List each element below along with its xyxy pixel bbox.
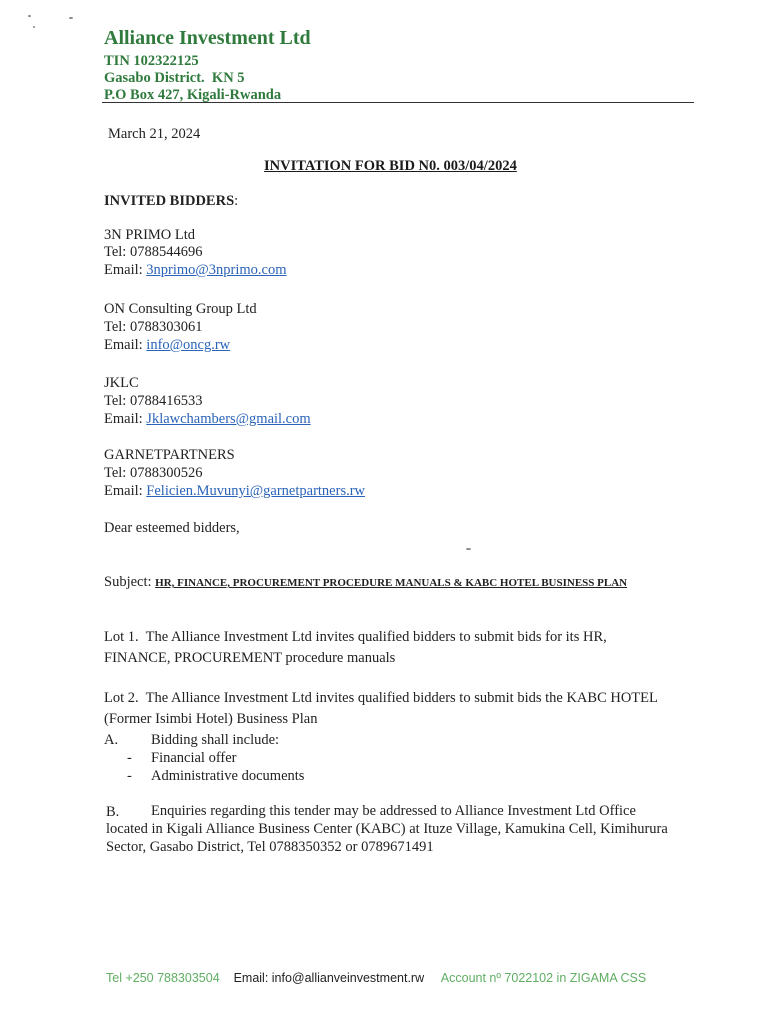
bidder-email-label: Email: (104, 262, 147, 278)
bidder-name: ON Consulting Group Ltd (104, 301, 257, 317)
bidder-email-label: Email: (104, 411, 147, 427)
bidder-tel: Tel: 0788303061 (104, 319, 203, 335)
company-district: Gasabo District. KN 5 (104, 70, 245, 86)
bidder-email-link[interactable]: info@oncg.rw (146, 337, 231, 353)
subject-line (104, 574, 627, 591)
scan-speck (69, 17, 73, 19)
scan-speck (466, 548, 471, 550)
footer-account: Account nº 7022102 in ZIGAMA CSS (440, 971, 647, 985)
footer-tel: Tel +250 788303504 (106, 971, 220, 985)
company-pobox: P.O Box 427, Kigali-Rwanda (104, 87, 282, 103)
invited-bidders-heading (104, 193, 238, 210)
company-tin: TIN 102322125 (104, 53, 199, 69)
section-a-text: Bidding shall include: (151, 732, 280, 748)
document-title: INVITATION FOR BID N0. 003/04/2024 (264, 158, 517, 174)
footer-email: Email: info@allianveinvestment.rw (233, 971, 425, 985)
salutation: Dear esteemed bidders, (104, 520, 240, 536)
subject-text: HR, FINANCE, PROCUREMENT PROCEDURE MANUALS & KABC HOTEL BUSINESS PLAN (155, 577, 628, 589)
bidder-email-label: Email: (104, 483, 147, 499)
section-b-line3: Sector, Gasabo District, Tel 0788350352 or 0789671491 (106, 839, 434, 855)
bidder-email-line (104, 483, 365, 500)
bidder-name: JKLC (104, 375, 139, 391)
scan-speck (28, 15, 31, 17)
bidder-email-line (104, 262, 287, 279)
subject-label: Subject: (104, 574, 156, 590)
section-a-letter: A. (104, 732, 119, 748)
lot2-line1: Lot 2. The Alliance Investment Ltd invites qualified bidders to submit bids the KABC HOTEL (104, 690, 658, 706)
bullet-dash: - (127, 750, 132, 766)
bidder-tel: Tel: 0788300526 (104, 465, 203, 481)
bidder-email-line (104, 411, 311, 428)
bidder-email-line (104, 337, 230, 354)
letter-date: March 21, 2024 (108, 126, 201, 142)
section-b-line2: located in Kigali Alliance Business Center (KABC) at Ituze Village, Kamukina Cell, Kimihurura (106, 821, 668, 837)
list-item: Financial offer (151, 750, 237, 766)
bidder-email-link[interactable]: Felicien.Muvunyi@garnetpartners.rw (146, 483, 366, 499)
scan-speck (33, 26, 35, 28)
lot1-line1: Lot 1. The Alliance Investment Ltd invites qualified bidders to submit bids for its HR, (104, 629, 607, 645)
invited-bidders-label: INVITED BIDDERS (104, 193, 235, 209)
bidder-name: GARNETPARTNERS (104, 447, 235, 463)
invited-bidders-colon: : (234, 193, 239, 209)
letterhead-divider (102, 102, 694, 103)
bidder-tel: Tel: 0788416533 (104, 393, 203, 409)
bidder-email-link[interactable]: 3nprimo@3nprimo.com (146, 262, 287, 278)
list-item: Administrative documents (151, 768, 305, 784)
section-b-line1: Enquiries regarding this tender may be addressed to Alliance Investment Ltd Office (151, 803, 636, 819)
section-b-letter: B. (106, 804, 120, 820)
bidder-email-link[interactable]: Jklawchambers@gmail.com (146, 411, 311, 427)
company-name: Alliance Investment Ltd (104, 27, 311, 49)
bidder-email-label: Email: (104, 337, 147, 353)
bullet-dash: - (127, 768, 132, 784)
lot2-line2: (Former Isimbi Hotel) Business Plan (104, 711, 318, 727)
lot1-line2: FINANCE, PROCUREMENT procedure manuals (104, 650, 396, 666)
page-footer (106, 971, 646, 985)
bidder-name: 3N PRIMO Ltd (104, 227, 196, 243)
bidder-tel: Tel: 0788544696 (104, 244, 203, 260)
